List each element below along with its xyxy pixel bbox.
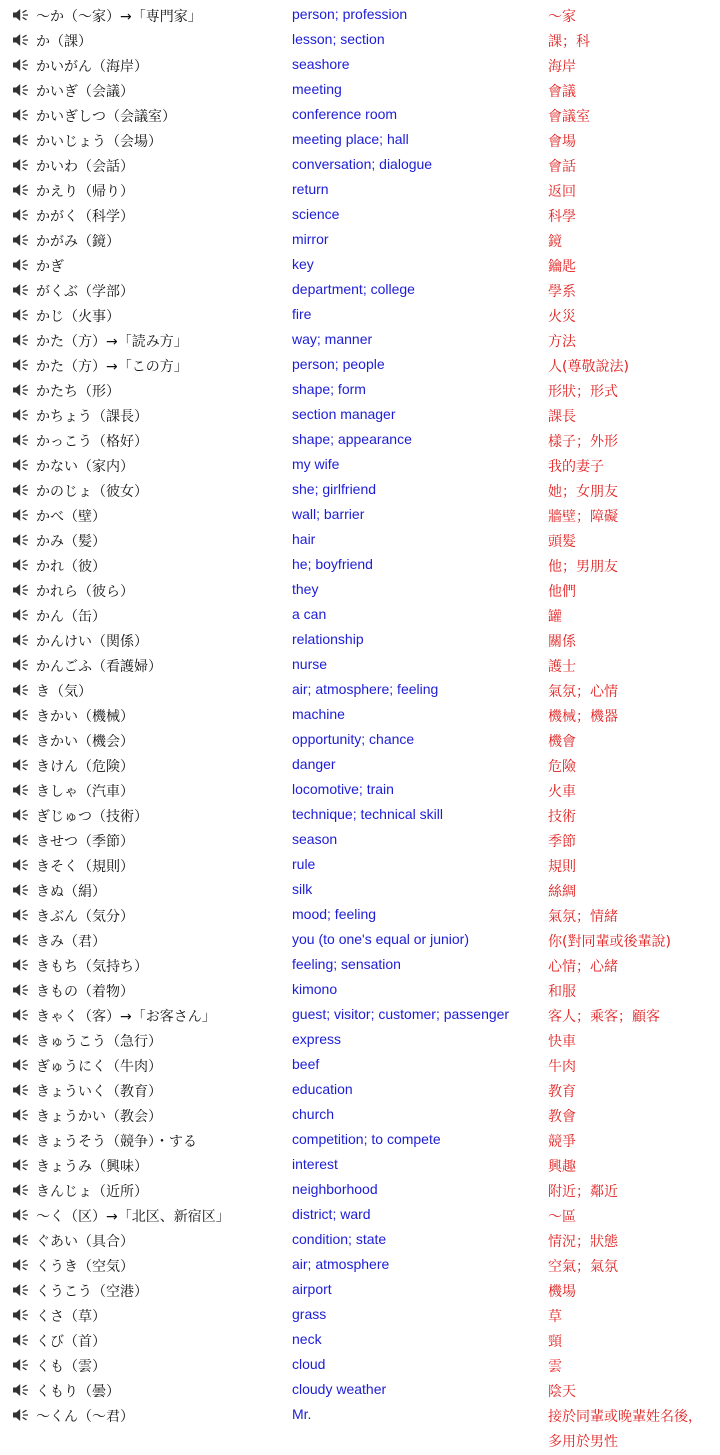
list-item [0, 2, 720, 27]
list-item [0, 1227, 720, 1252]
japanese-word: か（課） [36, 34, 92, 50]
list-item [0, 1027, 720, 1052]
list-item [0, 252, 720, 277]
english-meaning: meeting [292, 81, 342, 97]
list-item [0, 152, 720, 177]
list-item [0, 102, 720, 127]
english-meaning: relationship [292, 631, 364, 647]
list-item [0, 302, 720, 327]
list-item [0, 552, 720, 577]
speaker-icon[interactable] [12, 383, 30, 397]
japanese-word: きみ（君） [36, 934, 106, 950]
speaker-icon[interactable] [12, 158, 30, 172]
chinese-meaning: 雲 [548, 1359, 562, 1375]
speaker-icon[interactable] [12, 58, 30, 72]
english-meaning: hair [292, 531, 316, 547]
list-item [0, 877, 720, 902]
japanese-word: くうき（空気） [36, 1259, 134, 1275]
chinese-meaning: 規則 [548, 859, 576, 875]
list-item [0, 402, 720, 427]
speaker-icon[interactable] [12, 183, 30, 197]
list-item [0, 1077, 720, 1102]
speaker-icon[interactable] [12, 358, 30, 372]
chinese-meaning: 會話 [548, 159, 576, 175]
chinese-meaning: 快車 [548, 1034, 576, 1050]
list-item [0, 1277, 720, 1302]
chinese-meaning: 技術 [548, 809, 576, 825]
english-meaning: shape; appearance [292, 431, 412, 447]
japanese-word: 〜くん（〜君） [36, 1409, 134, 1425]
speaker-icon[interactable] [12, 108, 30, 122]
japanese-word: きゅうこう（急行） [36, 1034, 162, 1050]
list-item [0, 502, 720, 527]
chinese-meaning: 會議 [548, 84, 576, 100]
speaker-icon[interactable] [12, 758, 30, 772]
chinese-meaning: 絲綢 [548, 884, 576, 900]
chinese-meaning: 機械；機器 [548, 709, 618, 725]
list-item [0, 752, 720, 777]
chinese-meaning: 科學 [548, 209, 576, 225]
list-item [0, 477, 720, 502]
speaker-icon[interactable] [12, 1008, 30, 1022]
japanese-word: かみ（髪） [36, 534, 106, 550]
english-meaning: seashore [292, 56, 350, 72]
list-item [0, 652, 720, 677]
japanese-word: きかい（機械） [36, 709, 134, 725]
speaker-icon[interactable] [12, 833, 30, 847]
speaker-icon[interactable] [12, 133, 30, 147]
chinese-meaning: 方法 [548, 334, 576, 350]
list-item [0, 727, 720, 752]
list-item [0, 627, 720, 652]
chinese-meaning: 你(對同輩或後輩說) [548, 934, 671, 950]
english-meaning: grass [292, 1306, 327, 1322]
chinese-meaning: 心情；心緒 [548, 959, 618, 975]
english-meaning: a can [292, 606, 327, 622]
japanese-word: かべ（壁） [36, 509, 106, 525]
japanese-word: きょういく（教育） [36, 1084, 162, 1100]
japanese-word: かんごふ（看護婦） [36, 659, 162, 675]
english-meaning: technique; technical skill [292, 806, 443, 822]
speaker-icon[interactable] [12, 633, 30, 647]
japanese-word: きそく（規則） [36, 859, 134, 875]
japanese-word: きゃく（客）→「お客さん」 [36, 1009, 216, 1025]
speaker-icon[interactable] [12, 983, 30, 997]
japanese-word: かがく（科学） [36, 209, 134, 225]
speaker-icon[interactable] [12, 433, 30, 447]
english-meaning: conversation; dialogue [292, 156, 433, 172]
chinese-meaning: 草 [548, 1309, 562, 1325]
list-item [0, 127, 720, 152]
japanese-word: くもり（曇） [36, 1384, 120, 1400]
chinese-meaning: 競爭 [548, 1134, 576, 1150]
list-item [0, 1402, 720, 1452]
speaker-icon[interactable] [12, 83, 30, 97]
japanese-word: きけん（危険） [36, 759, 134, 775]
japanese-word: かいぎしつ（会議室） [36, 109, 176, 125]
japanese-word: くさ（草） [36, 1309, 106, 1325]
list-item [0, 602, 720, 627]
english-meaning: airport [292, 1281, 332, 1297]
japanese-word: ぎゅうにく（牛肉） [36, 1059, 162, 1075]
speaker-icon[interactable] [12, 1258, 30, 1272]
speaker-icon[interactable] [12, 308, 30, 322]
list-item [0, 377, 720, 402]
english-meaning: air; atmosphere [292, 1256, 390, 1272]
english-meaning: they [292, 581, 319, 597]
list-item [0, 1002, 720, 1027]
japanese-word: がくぶ（学部） [36, 284, 134, 300]
speaker-icon[interactable] [12, 808, 30, 822]
english-meaning: danger [292, 756, 336, 772]
japanese-word: かれ（彼） [36, 559, 106, 575]
speaker-icon[interactable] [12, 1358, 30, 1372]
japanese-word: きかい（機会） [36, 734, 134, 750]
japanese-word: ぎじゅつ（技術） [36, 809, 148, 825]
chinese-meaning: 學系 [548, 284, 576, 300]
japanese-word: かがみ（鏡） [36, 234, 120, 250]
list-item [0, 202, 720, 227]
english-meaning: silk [292, 881, 313, 897]
japanese-word: きょうかい（教会） [36, 1109, 162, 1125]
english-meaning: wall; barrier [292, 506, 365, 522]
japanese-word: くも（雲） [36, 1359, 106, 1375]
japanese-word: かいがん（海岸） [36, 59, 148, 75]
speaker-icon[interactable] [12, 858, 30, 872]
english-meaning: fire [292, 306, 312, 322]
list-item [0, 427, 720, 452]
chinese-meaning: 鑰匙 [548, 259, 576, 275]
speaker-icon[interactable] [12, 733, 30, 747]
chinese-meaning: 空氣；氣氛 [548, 1259, 618, 1275]
japanese-word: きしゃ（汽車） [36, 784, 134, 800]
chinese-meaning: 季節 [548, 834, 576, 850]
chinese-meaning: 課；科 [548, 34, 590, 50]
speaker-icon[interactable] [12, 1383, 30, 1397]
speaker-icon[interactable] [12, 1208, 30, 1222]
chinese-meaning-continued: 多用於男性 [548, 1434, 618, 1450]
japanese-word: きぬ（絹） [36, 884, 106, 900]
english-meaning: air; atmosphere; feeling [292, 681, 439, 697]
speaker-icon[interactable] [12, 658, 30, 672]
english-meaning: nurse [292, 656, 328, 672]
speaker-icon[interactable] [12, 408, 30, 422]
chinese-meaning: 我的妻子 [548, 459, 604, 475]
english-meaning: cloudy weather [292, 1381, 387, 1397]
chinese-meaning: 教會 [548, 1109, 576, 1125]
speaker-icon[interactable] [12, 608, 30, 622]
japanese-word: かん（缶） [36, 609, 106, 625]
japanese-word: かぎ [36, 259, 64, 275]
list-item [0, 27, 720, 52]
english-meaning: condition; state [292, 1231, 387, 1247]
chinese-meaning: ～家 [548, 9, 576, 25]
english-meaning: science [292, 206, 340, 222]
japanese-word: かえり（帰り） [36, 184, 134, 200]
chinese-meaning: 機會 [548, 734, 576, 750]
japanese-word: 〜か（〜家）→「専門家」 [36, 9, 202, 25]
speaker-icon[interactable] [12, 1408, 30, 1422]
english-meaning: church [292, 1106, 335, 1122]
japanese-word: きせつ（季節） [36, 834, 134, 850]
list-item [0, 777, 720, 802]
speaker-icon[interactable] [12, 1033, 30, 1047]
list-item [0, 452, 720, 477]
chinese-meaning: 牛肉 [548, 1059, 576, 1075]
chinese-meaning: 氣氛；情緒 [548, 909, 618, 925]
english-meaning: kimono [292, 981, 338, 997]
english-meaning: key [292, 256, 314, 272]
speaker-icon[interactable] [12, 233, 30, 247]
chinese-meaning: 會場 [548, 134, 576, 150]
speaker-icon[interactable] [12, 1233, 30, 1247]
list-item [0, 527, 720, 552]
speaker-icon[interactable] [12, 1133, 30, 1147]
english-meaning: neighborhood [292, 1181, 378, 1197]
chinese-meaning: 頸 [548, 1334, 562, 1350]
chinese-meaning: 課長 [548, 409, 576, 425]
list-item [0, 702, 720, 727]
list-item [0, 77, 720, 102]
list-item [0, 577, 720, 602]
chinese-meaning: 他們 [548, 584, 576, 600]
japanese-word: かちょう（課長） [36, 409, 148, 425]
list-item [0, 677, 720, 702]
speaker-icon[interactable] [12, 883, 30, 897]
chinese-meaning: 形狀；形式 [548, 384, 618, 400]
english-meaning: season [292, 831, 338, 847]
chinese-meaning: ～區 [548, 1209, 576, 1225]
list-item [0, 1102, 720, 1127]
english-meaning: mood; feeling [292, 906, 377, 922]
chinese-meaning: 附近；鄰近 [548, 1184, 618, 1200]
list-item [0, 1302, 720, 1327]
speaker-icon[interactable] [12, 683, 30, 697]
english-meaning: she; girlfriend [292, 481, 377, 497]
speaker-icon[interactable] [12, 1058, 30, 1072]
japanese-word: きもち（気持ち） [36, 959, 148, 975]
chinese-meaning: 火車 [548, 784, 576, 800]
english-meaning: department; college [292, 281, 415, 297]
english-meaning: lesson; section [292, 31, 385, 47]
japanese-word: かっこう（格好） [36, 434, 148, 450]
english-meaning: guest; visitor; customer; passenger [292, 1006, 510, 1022]
japanese-word: きょうみ（興味） [36, 1159, 148, 1175]
list-item [0, 977, 720, 1002]
chinese-meaning: 氣氛；心情 [548, 684, 618, 700]
speaker-icon[interactable] [12, 908, 30, 922]
chinese-meaning: 頭髮 [548, 534, 576, 550]
chinese-meaning: 危險 [548, 759, 576, 775]
speaker-icon[interactable] [12, 333, 30, 347]
english-meaning: shape; form [292, 381, 366, 397]
english-meaning: return [292, 181, 329, 197]
speaker-icon[interactable] [12, 958, 30, 972]
list-item [0, 327, 720, 352]
japanese-word: き（気） [36, 684, 92, 700]
english-meaning: way; manner [292, 331, 373, 347]
japanese-word: かれら（彼ら） [36, 584, 134, 600]
speaker-icon[interactable] [12, 208, 30, 222]
list-item [0, 177, 720, 202]
speaker-icon[interactable] [12, 8, 30, 22]
english-meaning: cloud [292, 1356, 326, 1372]
japanese-word: ぐあい（具合） [36, 1234, 134, 1250]
list-item [0, 952, 720, 977]
english-meaning: he; boyfriend [292, 556, 373, 572]
english-meaning: locomotive; train [292, 781, 394, 797]
japanese-word: かじ（火事） [36, 309, 120, 325]
speaker-icon[interactable] [12, 508, 30, 522]
japanese-word: きもの（着物） [36, 984, 134, 1000]
list-item [0, 852, 720, 877]
chinese-meaning: 人(尊敬說法) [548, 359, 629, 375]
speaker-icon[interactable] [12, 783, 30, 797]
list-item [0, 227, 720, 252]
english-meaning: express [292, 1031, 342, 1047]
english-meaning: person; people [292, 356, 385, 372]
speaker-icon[interactable] [12, 1158, 30, 1172]
english-meaning: beef [292, 1056, 320, 1072]
english-meaning: competition; to compete [292, 1131, 441, 1147]
speaker-icon[interactable] [12, 33, 30, 47]
speaker-icon[interactable] [12, 1283, 30, 1297]
speaker-icon[interactable] [12, 1083, 30, 1097]
chinese-meaning: 罐 [548, 609, 562, 625]
list-item [0, 802, 720, 827]
chinese-meaning: 返回 [548, 184, 576, 200]
chinese-meaning: 海岸 [548, 59, 576, 75]
chinese-meaning: 她；女朋友 [548, 484, 618, 500]
chinese-meaning: 客人；乘客；顧客 [548, 1009, 660, 1025]
speaker-icon[interactable] [12, 533, 30, 547]
english-meaning: mirror [292, 231, 329, 247]
english-meaning: opportunity; chance [292, 731, 415, 747]
japanese-word: かない（家内） [36, 459, 134, 475]
speaker-icon[interactable] [12, 1108, 30, 1122]
chinese-meaning: 會議室 [548, 109, 590, 125]
list-item [0, 927, 720, 952]
list-item [0, 1352, 720, 1377]
list-item [0, 1177, 720, 1202]
english-meaning: section manager [292, 406, 396, 422]
english-meaning: rule [292, 856, 316, 872]
speaker-icon[interactable] [12, 283, 30, 297]
japanese-word: かんけい（関係） [36, 634, 148, 650]
chinese-meaning: 接於同輩或晚輩姓名後， [548, 1409, 702, 1425]
list-item [0, 1202, 720, 1227]
list-item [0, 52, 720, 77]
speaker-icon[interactable] [12, 458, 30, 472]
japanese-word: かいじょう（会場） [36, 134, 162, 150]
vocabulary-list [0, 2, 720, 1452]
english-meaning: person; profession [292, 6, 408, 22]
list-item [0, 1052, 720, 1077]
japanese-word: かた（方）→「この方」 [36, 359, 188, 375]
english-meaning: you (to one's equal or junior) [292, 931, 469, 947]
list-item [0, 1377, 720, 1402]
english-meaning: my wife [292, 456, 340, 472]
list-item [0, 1152, 720, 1177]
list-item [0, 1327, 720, 1352]
english-meaning: Mr. [292, 1406, 312, 1422]
chinese-meaning: 護士 [548, 659, 576, 675]
english-meaning: meeting place; hall [292, 131, 409, 147]
speaker-icon[interactable] [12, 1333, 30, 1347]
speaker-icon[interactable] [12, 558, 30, 572]
speaker-icon[interactable] [12, 483, 30, 497]
speaker-icon[interactable] [12, 708, 30, 722]
japanese-word: くうこう（空港） [36, 1284, 148, 1300]
chinese-meaning: 鏡 [548, 234, 562, 250]
chinese-meaning: 陰天 [548, 1384, 576, 1400]
list-item [0, 277, 720, 302]
english-meaning: feeling; sensation [292, 956, 401, 972]
japanese-word: きんじょ（近所） [36, 1184, 148, 1200]
chinese-meaning: 樣子；外形 [548, 434, 618, 450]
speaker-icon[interactable] [12, 1308, 30, 1322]
japanese-word: かた（方）→「読み方」 [36, 334, 188, 350]
speaker-icon[interactable] [12, 583, 30, 597]
english-meaning: neck [292, 1331, 322, 1347]
list-item [0, 902, 720, 927]
english-meaning: machine [292, 706, 345, 722]
chinese-meaning: 教育 [548, 1084, 576, 1100]
chinese-meaning: 機場 [548, 1284, 576, 1300]
list-item [0, 1252, 720, 1277]
chinese-meaning: 興趣 [548, 1159, 576, 1175]
japanese-word: かのじょ（彼女） [36, 484, 148, 500]
japanese-word: かたち（形） [36, 384, 120, 400]
speaker-icon[interactable] [12, 1183, 30, 1197]
english-meaning: district; ward [292, 1206, 371, 1222]
japanese-word: きぶん（気分） [36, 909, 134, 925]
english-meaning: education [292, 1081, 353, 1097]
japanese-word: かいぎ（会議） [36, 84, 134, 100]
japanese-word: 〜く（区）→「北区、新宿区」 [36, 1209, 230, 1225]
list-item [0, 827, 720, 852]
chinese-meaning: 牆壁；障礙 [548, 509, 618, 525]
japanese-word: くび（首） [36, 1334, 106, 1350]
english-meaning: conference room [292, 106, 398, 122]
chinese-meaning: 關係 [548, 634, 576, 650]
chinese-meaning: 火災 [548, 309, 576, 325]
speaker-icon[interactable] [12, 933, 30, 947]
chinese-meaning: 和服 [548, 984, 576, 1000]
list-item [0, 1127, 720, 1152]
speaker-icon[interactable] [12, 258, 30, 272]
english-meaning: interest [292, 1156, 338, 1172]
chinese-meaning: 他；男朋友 [548, 559, 618, 575]
japanese-word: かいわ（会話） [36, 159, 134, 175]
japanese-word: きょうそう（競争）・する [36, 1134, 197, 1150]
list-item [0, 352, 720, 377]
chinese-meaning: 情況；狀態 [548, 1234, 618, 1250]
